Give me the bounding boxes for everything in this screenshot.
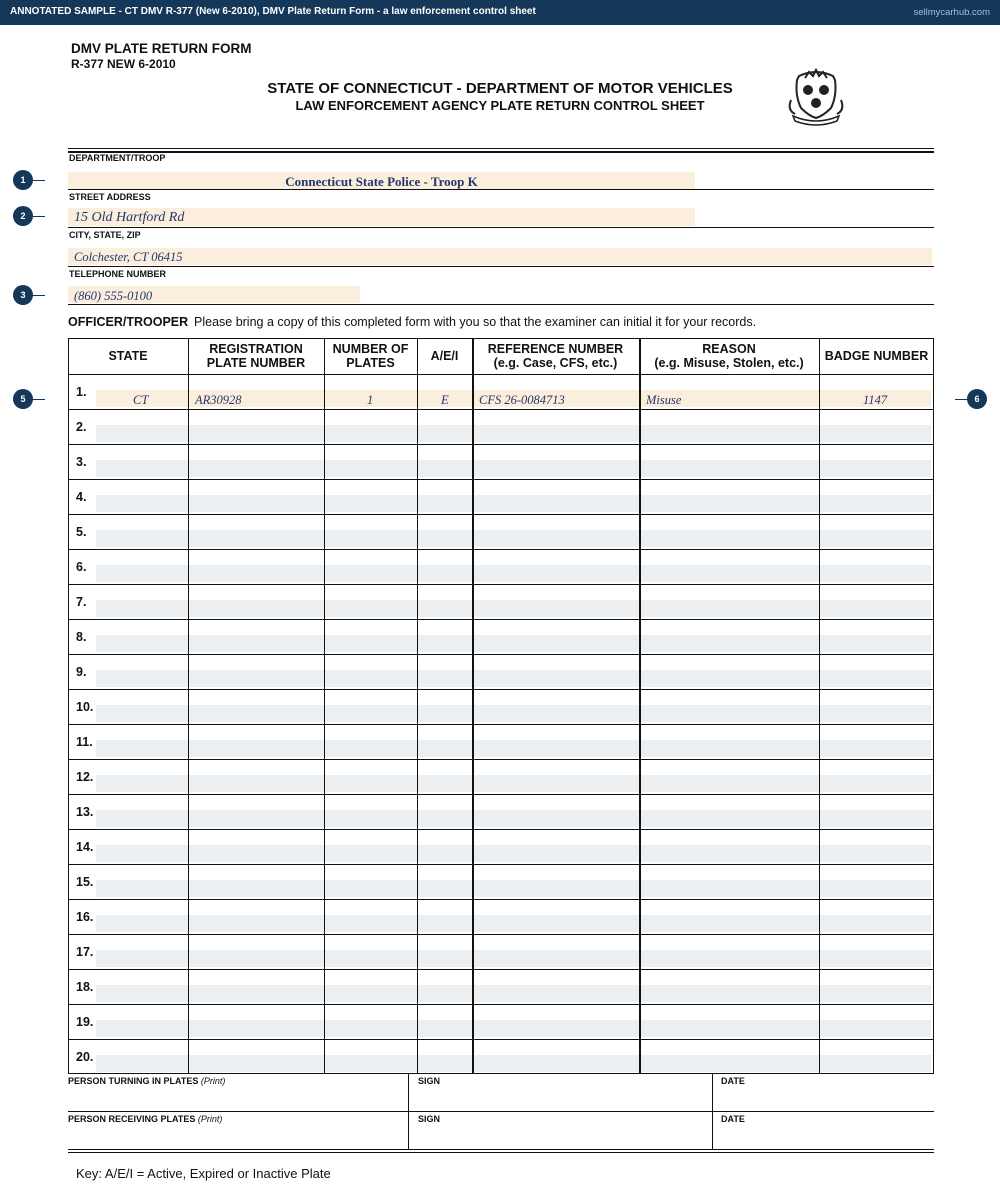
phone-label: TELEPHONE NUMBER (69, 269, 167, 279)
row-divider (68, 514, 934, 515)
callout-marker-2: 2 (13, 206, 33, 226)
sign-label: SIGN (418, 1114, 441, 1124)
table-row[interactable] (96, 425, 931, 442)
table-row[interactable] (96, 775, 931, 792)
column-header-reason: REASON (e.g. Misuse, Stolen, etc.) (654, 342, 804, 370)
table-row[interactable] (96, 845, 931, 862)
column-divider (472, 338, 474, 1074)
date-label: DATE (721, 1076, 745, 1086)
field-divider (68, 189, 934, 190)
row-divider (68, 759, 934, 760)
signature-column-divider (408, 1074, 409, 1150)
row-divider (68, 934, 934, 935)
row-number: 14. (76, 840, 94, 854)
row-number: 6. (76, 560, 87, 574)
entry-reference: CFS 26-0084713 (479, 393, 565, 407)
table-row[interactable] (96, 915, 931, 932)
row-divider (68, 794, 934, 795)
row-divider (68, 444, 934, 445)
row-number: 2. (76, 420, 87, 434)
column-header-badge: BADGE NUMBER (824, 349, 929, 363)
row-number: 8. (76, 630, 87, 644)
row-number: 12. (76, 770, 94, 784)
row-number: 18. (76, 980, 94, 994)
column-divider (417, 338, 418, 1074)
row-divider (68, 1039, 934, 1040)
sheet-title: LAW ENFORCEMENT AGENCY PLATE RETURN CONTROL SHEET (295, 98, 705, 113)
table-row[interactable] (96, 880, 931, 897)
row-divider (68, 724, 934, 725)
callout-line (33, 399, 45, 400)
row-number: 16. (76, 910, 94, 924)
row-divider (68, 829, 934, 830)
row-divider (68, 689, 934, 690)
department-value: Connecticut State Police - Troop K (285, 174, 478, 189)
row-number: 20. (76, 1050, 94, 1064)
signature-divider (68, 1149, 934, 1150)
row-divider (68, 619, 934, 620)
turning-in-label: PERSON TURNING IN PLATES (Print) (68, 1076, 226, 1086)
connecticut-state-seal-icon (781, 66, 851, 126)
row-divider (68, 1004, 934, 1005)
signature-column-divider (712, 1074, 713, 1150)
table-row[interactable] (96, 740, 931, 757)
form-name: DMV PLATE RETURN FORM (71, 41, 252, 56)
row-divider (68, 409, 934, 410)
entry-badge: 1147 (863, 393, 888, 407)
aei-key: Key: A/E/I = Active, Expired or Inactive Plate (76, 1166, 331, 1181)
table-row[interactable] (96, 635, 931, 652)
date-label: DATE (721, 1114, 745, 1124)
city-label: CITY, STATE, ZIP (69, 230, 141, 240)
column-header-plate: REGISTRATION PLATE NUMBER (206, 342, 306, 370)
field-divider (68, 266, 934, 267)
signature-divider (68, 1152, 934, 1153)
column-header-aei: A/E/I (430, 349, 459, 363)
table-row[interactable] (96, 1020, 931, 1037)
row-number: 5. (76, 525, 87, 539)
signature-divider (68, 1111, 934, 1112)
table-row[interactable] (96, 600, 931, 617)
column-divider (324, 338, 325, 1074)
city-value: Colchester, CT 06415 (74, 250, 183, 264)
callout-marker-3: 3 (13, 285, 33, 305)
receiving-label: PERSON RECEIVING PLATES (Print) (68, 1114, 223, 1124)
entry-aei: E (441, 393, 449, 407)
column-divider (188, 338, 189, 1074)
row-divider (68, 654, 934, 655)
row-divider (68, 864, 934, 865)
row-number: 15. (76, 875, 94, 889)
column-header-state: STATE (108, 349, 148, 363)
entry-plate-count: 1 (367, 393, 374, 407)
row-number: 7. (76, 595, 87, 609)
row-number: 10. (76, 700, 94, 714)
callout-line (955, 399, 967, 400)
entry-state: CT (133, 393, 149, 407)
row-divider (68, 374, 934, 375)
column-divider (819, 338, 820, 1074)
city-field[interactable] (68, 248, 932, 265)
row-divider (68, 479, 934, 480)
entry-reason: Misuse (646, 393, 682, 407)
field-divider (68, 227, 934, 228)
row-divider (68, 584, 934, 585)
column-header-count: NUMBER OF PLATES (332, 342, 409, 370)
row-number: 17. (76, 945, 94, 959)
callout-marker-6: 6 (967, 389, 987, 409)
callout-line (33, 180, 45, 181)
phone-value: (860) 555-0100 (74, 289, 153, 303)
table-row[interactable] (96, 495, 931, 512)
callout-marker-1: 1 (13, 170, 33, 190)
street-value: 15 Old Hartford Rd (74, 210, 185, 225)
row-number: 1. (76, 385, 87, 399)
row-number: 9. (76, 665, 87, 679)
table-row[interactable] (96, 670, 931, 687)
department-label: DEPARTMENT/TROOP (69, 153, 166, 163)
row-number: 13. (76, 805, 94, 819)
header-rule-bottom (68, 151, 934, 153)
table-row[interactable] (96, 810, 931, 827)
row-number: 3. (76, 455, 87, 469)
officer-label: OFFICER/TROOPER (68, 315, 189, 329)
column-header-reference: REFERENCE NUMBER (e.g. Case, CFS, etc.) (487, 342, 624, 370)
header-rule-top (68, 148, 934, 149)
row-divider (68, 969, 934, 970)
table-row[interactable] (96, 460, 931, 477)
field-divider (68, 304, 934, 305)
table-row[interactable] (96, 705, 931, 722)
row-divider (68, 899, 934, 900)
table-row[interactable] (96, 565, 931, 582)
row-number: 19. (76, 1015, 94, 1029)
callout-marker-5: 5 (13, 389, 33, 409)
sign-label: SIGN (418, 1076, 441, 1086)
top-banner (0, 0, 1000, 25)
table-row[interactable] (96, 530, 931, 547)
row-number: 4. (76, 490, 87, 504)
agency-title: STATE OF CONNECTICUT - DEPARTMENT OF MOTOR VEHICLES (267, 80, 733, 97)
street-label: STREET ADDRESS (69, 192, 151, 202)
officer-note: Please bring a copy of this completed form with you so that the examiner can initial it for your records. (194, 315, 757, 329)
entry-plate-number: AR30928 (195, 393, 242, 407)
table-row[interactable] (96, 985, 931, 1002)
banner-title: ANNOTATED SAMPLE - CT DMV R-377 (New 6-2010), DMV Plate Return Form - a law enforcement control sheet (10, 6, 536, 17)
table-row[interactable] (96, 950, 931, 967)
callout-line (33, 295, 45, 296)
row-number: 11. (76, 735, 93, 749)
form-number: R-377 NEW 6-2010 (71, 57, 176, 71)
callout-line (33, 216, 45, 217)
banner-site[interactable]: sellmycarhub.com (913, 7, 990, 18)
table-row[interactable] (96, 1055, 931, 1072)
column-divider (639, 338, 641, 1074)
row-divider (68, 549, 934, 550)
